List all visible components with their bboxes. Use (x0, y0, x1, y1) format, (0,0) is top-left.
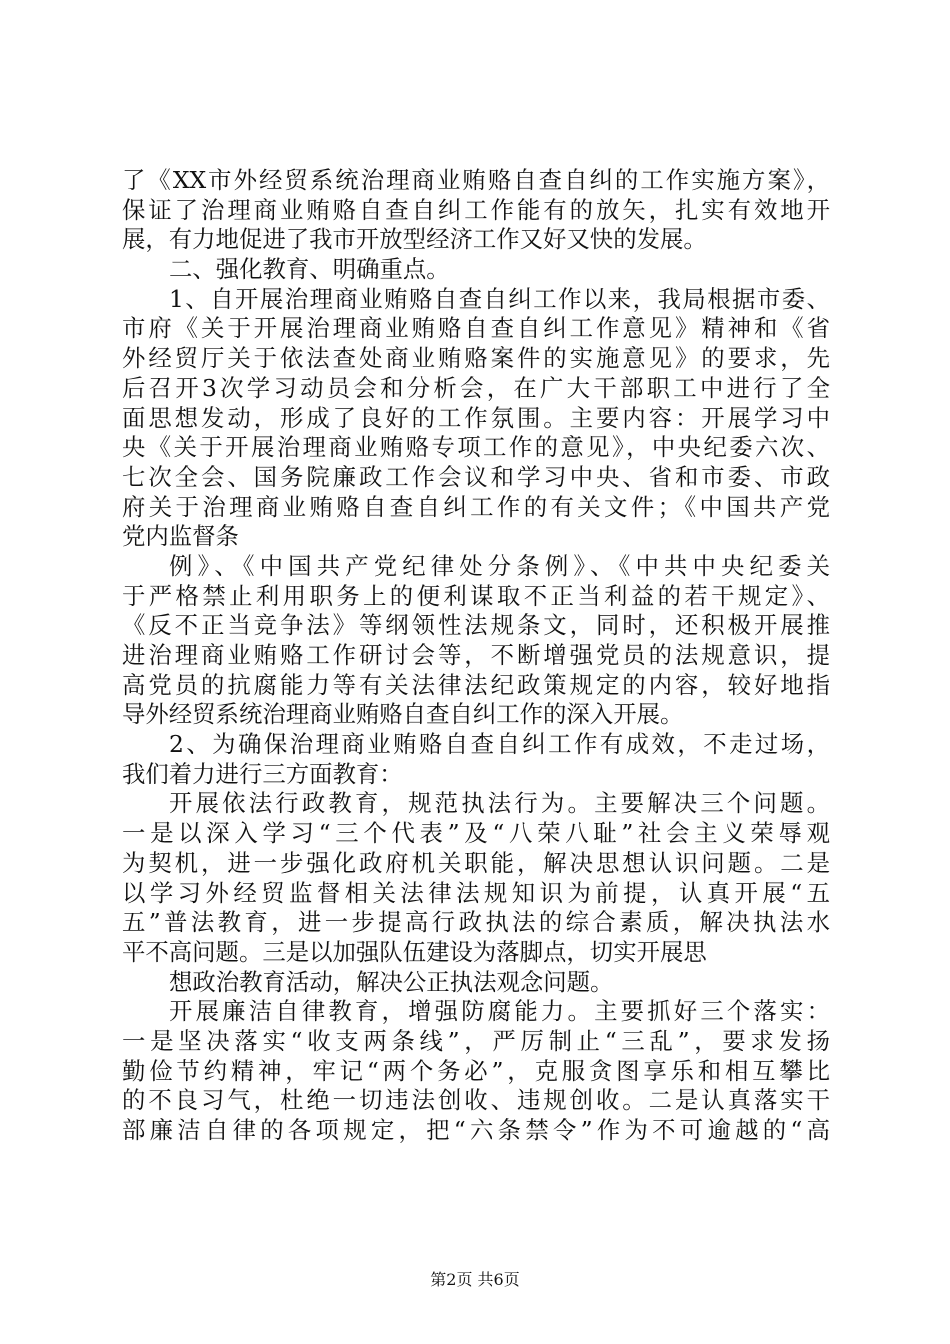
text-line: 《反不正当竞争法》等纲领性法规条文，同时，还积极开展推 (122, 611, 830, 640)
text-line: 市府《关于开展治理商业贿赂自查自纠工作意见》精神和《省 (122, 314, 830, 343)
text-line: 五”普法教育，进一步提高行政执法的综合素质，解决执法水 (122, 908, 830, 937)
text-line: 了《XX市外经贸系统治理商业贿赂自查自纠的工作实施方案》， (122, 166, 830, 194)
text-line: 部廉洁自律的各项规定，把“六条禁令”作为不可逾越的“高 (122, 1116, 830, 1144)
text-line: 面思想发动，形成了良好的工作氛围。主要内容：开展学习中 (122, 403, 830, 432)
text-line: 府关于治理商业贿赂自查自纠工作的有关文件；《中国共产党 (122, 492, 830, 521)
text-line: 1、自开展治理商业贿赂自查自纠工作以来，我局根据市委、 (169, 284, 830, 313)
text-line: 展，有力地促进了我市开放型经济工作又好又快的发展。 (122, 225, 707, 254)
text-line: 开展廉洁自律教育，增强防腐能力。主要抓好三个落实： (169, 997, 830, 1026)
text-line: 央《关于开展治理商业贿赂专项工作的意见》，中央纪委六次、 (122, 433, 830, 462)
text-line: 想政治教育活动，解决公正执法观念问题。 (169, 967, 614, 996)
text-line: 的不良习气，杜绝一切违法创收、违规创收。二是认真落实干 (122, 1086, 830, 1115)
text-line: 例》、《中国共产党纪律处分条例》、《中共中央纪委关 (169, 551, 830, 580)
text-line: 后召开3次学习动员会和分析会，在广大干部职工中进行了全 (122, 373, 830, 402)
text-line: 党内监督条 (122, 522, 239, 551)
text-line: 2、为确保治理商业贿赂自查自纠工作有成效，不走过场， (169, 730, 830, 759)
text-line: 为契机，进一步强化政府机关职能，解决思想认识问题。二是 (122, 848, 830, 877)
text-line: 外经贸厅关于依法查处商业贿赂案件的实施意见》的要求，先 (122, 344, 830, 373)
text-line: 开展依法行政教育，规范执法行为。主要解决三个问题。 (169, 789, 830, 818)
text-line: 我们着力进行三方面教育： (122, 759, 403, 788)
text-line: 一是坚决落实“收支两条线”，严厉制止“三乱”，要求发扬 (122, 1026, 830, 1055)
text-line: 导外经贸系统治理商业贿赂自查自纠工作的深入开展。 (122, 700, 684, 729)
text-line: 进治理商业贿赂工作研讨会等，不断增强党员的法规意识，提 (122, 641, 830, 669)
text-line: 七次全会、国务院廉政工作会议和学习中央、省和市委、市政 (122, 462, 830, 491)
document-body (122, 166, 830, 1146)
text-line: 平不高问题。三是以加强队伍建设为落脚点，切实开展思 (122, 937, 707, 966)
text-line: 于严格禁止利用职务上的便利谋取不正当利益的若干规定》、 (122, 581, 830, 610)
page-footer: 第2页 共6页 (430, 1270, 520, 1289)
text-line: 二、强化教育、明确重点。 (169, 255, 450, 284)
text-line: 一是以深入学习“三个代表”及“八荣八耻”社会主义荣辱观 (122, 819, 830, 848)
text-line: 高党员的抗腐能力等有关法律法纪政策规定的内容，较好地指 (122, 670, 830, 699)
text-line: 勤俭节约精神，牢记“两个务必”，克服贪图享乐和相互攀比 (122, 1056, 830, 1085)
text-line: 保证了治理商业贿赂自查自纠工作能有的放矢，扎实有效地开 (122, 195, 830, 224)
text-line: 以学习外经贸监督相关法律法规知识为前提，认真开展“五 (122, 878, 830, 907)
